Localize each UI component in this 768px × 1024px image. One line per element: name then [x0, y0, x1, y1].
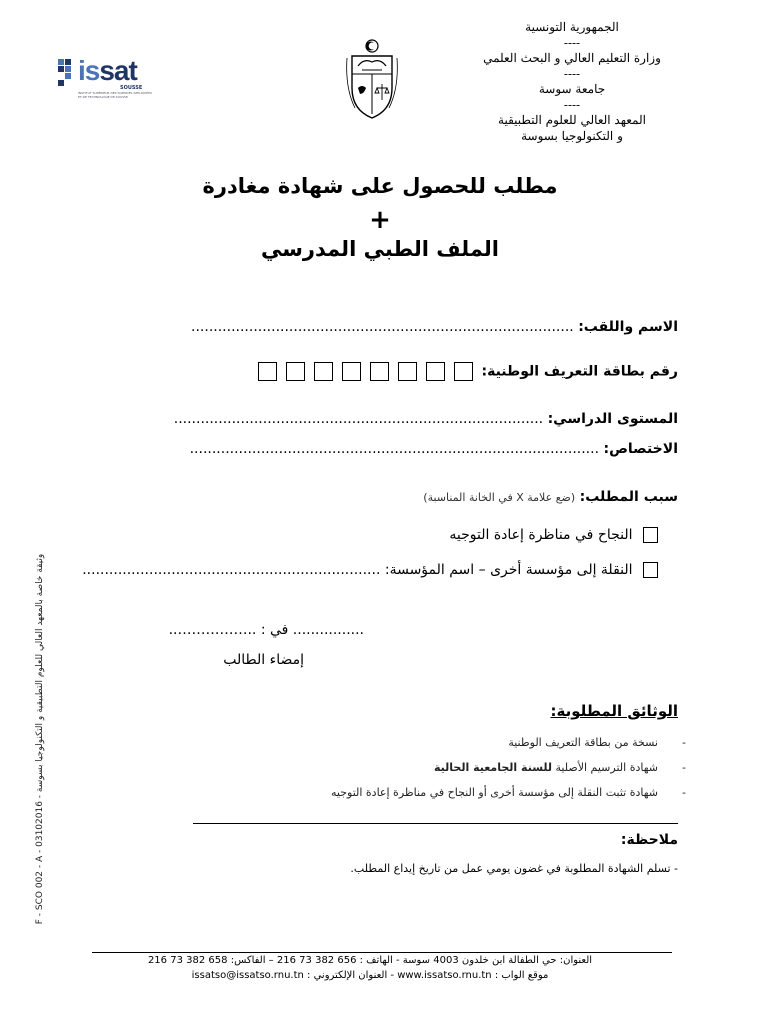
specialty-dots[interactable]: ............................................................................................: [189, 441, 600, 457]
cin-digit-box[interactable]: [454, 362, 473, 381]
required-documents-title: الوثائق المطلوبة:: [550, 702, 678, 720]
logo-square: [58, 66, 64, 72]
reorientation-checkbox[interactable]: [643, 527, 658, 543]
section-divider: [193, 823, 678, 824]
logo-square: [65, 73, 71, 79]
footer-divider: [92, 952, 672, 953]
cin-label: رقم بطاقة التعريف الوطنية:: [481, 363, 678, 380]
logo-city: SOUSSE: [120, 85, 143, 91]
cin-digit-box[interactable]: [342, 362, 361, 381]
name-label: الاسم واللقب:: [578, 319, 678, 335]
logo-square: [65, 66, 71, 72]
institution-dots[interactable]: ...................................................................: [82, 562, 381, 578]
cin-digit-box[interactable]: [370, 362, 389, 381]
footer-address: العنوان: حي الطفالة ابن خلدون 4003 سوسة - الهاتف : 656 382 73 216 – الفاكس: 658 382 73 216: [147, 955, 593, 966]
cin-digit-box[interactable]: [426, 362, 445, 381]
reason-label: سبب المطلب:: [579, 489, 678, 505]
note-text: - تسلم الشهادة المطلوبة في غضون يومي عمل من تاريخ إيداع المطلب.: [350, 862, 678, 875]
cin-digit-box[interactable]: [314, 362, 333, 381]
note-title: ملاحظة:: [620, 832, 678, 848]
date-line[interactable]: ................ في : ..……………..: [168, 622, 364, 638]
title-plus: +: [369, 205, 391, 235]
specialty-label: الاختصاص:: [603, 441, 678, 457]
header-line: ----: [563, 35, 581, 50]
list-dash: -: [682, 736, 686, 749]
level-dots[interactable]: ...................................................................................: [173, 411, 544, 427]
footer-contact: موقع الواب : www.issatso.rnu.tn - العنوان الإلكتروني : issatso@issatso.rnu.tn: [191, 970, 549, 981]
list-dash: -: [682, 761, 686, 774]
level-label: المستوى الدراسي:: [547, 411, 678, 427]
cin-digit-box[interactable]: [286, 362, 305, 381]
logo-tagline: INSTITUT SUPÉRIEUR DES SCIENCES APPLIQUÉES: [78, 91, 152, 95]
list-dash: -: [682, 786, 686, 799]
header-line: ----: [563, 66, 581, 81]
document-item: - شهادة الترسيم الأصلية للسنة الجامعية الحالية: [433, 761, 686, 774]
header-line: المعهد العالي للعلوم التطبيقية: [498, 113, 646, 127]
option-transfer[interactable]: [82, 562, 658, 578]
logo-tagline: ET DE TECHNOLOGIE DE SOUSSE: [78, 95, 128, 99]
logo-square: [58, 80, 64, 86]
document-item: - نسخة من بطاقة التعريف الوطنية: [508, 736, 686, 749]
specialty-field[interactable]: [190, 441, 678, 457]
tunisia-coat-of-arms-icon: [344, 38, 400, 122]
student-signature-label: إمضاء الطالب: [223, 652, 304, 668]
ministry-header: [442, 20, 702, 144]
page-subtitle: الملف الطبي المدرسي: [260, 237, 499, 261]
reason-hint: (ضع علامة X في الخانة المناسبة): [423, 491, 576, 504]
document-item: - شهادة تثبت النقلة إلى مؤسسة أخرى أو النجاح في مناظرة إعادة التوجيه: [331, 786, 686, 799]
page-title: مطلب للحصول على شهادة مغادرة: [202, 174, 558, 198]
header-line: الجمهورية التونسية: [525, 20, 619, 34]
reason-field: [423, 489, 678, 505]
issat-logo: [56, 55, 186, 97]
header-line: ----: [563, 97, 581, 112]
logo-square: [58, 59, 64, 65]
cin-field[interactable]: [249, 362, 678, 381]
header-line: جامعة سوسة: [538, 82, 606, 96]
option-reorientation[interactable]: [449, 527, 658, 543]
cin-digit-box[interactable]: [258, 362, 277, 381]
logo-wordmark: issat: [78, 55, 137, 86]
level-field[interactable]: [174, 411, 678, 427]
option-transfer-label: النقلة إلى مؤسسة أخرى – اسم المؤسسة:: [384, 562, 633, 578]
name-dots[interactable]: ......................................................................................: [191, 319, 574, 335]
header-line: و التكنولوجيا بسوسة: [521, 128, 623, 143]
header-line: وزارة التعليم العالي و البحث العلمي: [483, 51, 661, 65]
transfer-checkbox[interactable]: [643, 562, 658, 578]
cin-boxes[interactable]: [249, 364, 473, 380]
logo-square: [65, 59, 71, 65]
option-reorientation-label: النجاح في مناظرة إعادة التوجيه: [449, 527, 633, 543]
cin-digit-box[interactable]: [398, 362, 417, 381]
name-field[interactable]: [191, 319, 678, 335]
